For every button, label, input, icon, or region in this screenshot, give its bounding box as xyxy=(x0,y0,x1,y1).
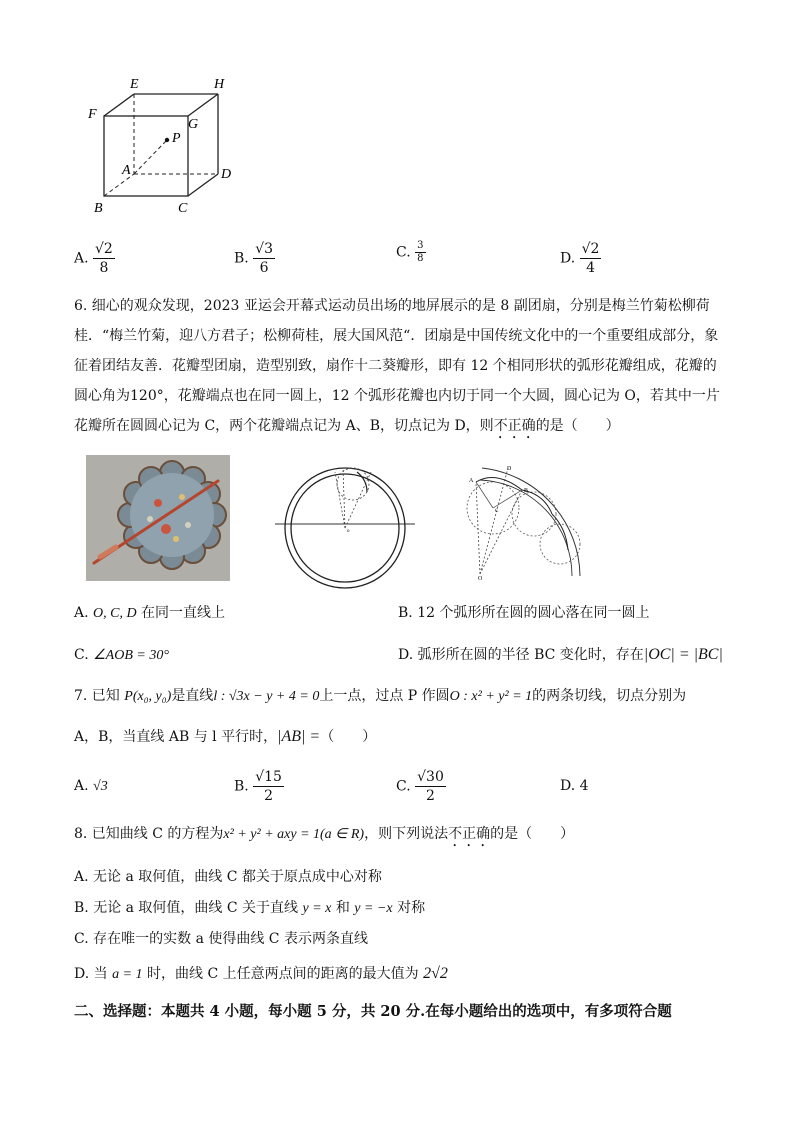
cube-label-d: D xyxy=(221,167,232,182)
fig3-label-b: B xyxy=(524,488,529,494)
q5-b-num: √3 xyxy=(255,241,274,257)
q7-option-a[interactable]: A. √3 xyxy=(74,778,108,794)
cube-label-h: H xyxy=(214,77,225,92)
cube-label-a: A xyxy=(122,163,131,178)
q5-option-b[interactable]: B. $\frac{√3}{6}$ xyxy=(234,241,274,276)
q5-c-num: 3 xyxy=(417,240,424,251)
q6-line-3: 征着团结友善．花瓣型团扇，造型别致，扇作十二葵瓣形，即有 12 个相同形状的弧形花瓣组成，花瓣的 xyxy=(74,358,717,374)
fig3-label-d: D xyxy=(507,466,512,472)
cube-label-p: P xyxy=(172,131,181,146)
q8-option-b[interactable]: B. 无论 a 取何值，曲线 C 关于直线 y = x 和 y = −x 对称 xyxy=(74,900,426,916)
q6-line-1: 6. 细心的观众发现，2023 亚运会开幕式运动员出场的地屏展示的是 8 副团扇，分别是梅兰竹菊松柳荷 xyxy=(74,298,710,314)
q5-a-num: √2 xyxy=(95,241,113,257)
fan-petal-diagram xyxy=(460,464,586,582)
cube-label-f: F xyxy=(88,107,97,122)
svg-text:o: o xyxy=(347,529,350,534)
q5-option-d[interactable]: D. $\frac{√2}{4}$ xyxy=(560,241,600,276)
q8-option-d[interactable]: D. 当 a = 1 时，曲线 C 上任意两点间的距离的最大值为 2√2 xyxy=(74,965,448,982)
q7-line-2: A，B，当直线 AB 与 l 平行时，|AB| =（ ） xyxy=(74,728,377,745)
q5-b-den: 6 xyxy=(259,260,269,276)
q7-option-b[interactable]: B. $\frac{√15}{2}$ xyxy=(234,769,282,804)
q6-option-b[interactable]: B. 12 个弧形所在圆的圆心落在同一圆上 xyxy=(398,605,650,621)
q6-option-d[interactable]: D. 弧形所在圆的半径 BC 变化时，存在|OC| = |BC| xyxy=(398,646,723,663)
cube-label-c: C xyxy=(178,201,188,216)
q5-d-den: 4 xyxy=(586,260,596,276)
q5-d-num: √2 xyxy=(581,241,600,257)
fan-circle-diagram xyxy=(275,462,415,590)
q6-line-5: 花瓣所在圆圆心记为 C，两个花瓣端点记为 A、B，切点记为 D，则不正确的是（ ） xyxy=(74,418,620,434)
q6-emphasis: 不正确 xyxy=(493,418,536,434)
cube-figure xyxy=(80,70,250,220)
fig3-label-o: O xyxy=(478,576,483,582)
q6-option-a[interactable]: A. O, C, D 在同一直线上 xyxy=(74,605,226,621)
q5-c-den: 8 xyxy=(417,253,424,264)
section-2-heading: 二、选择题：本题共 4 小题，每小题 5 分，共 20 分.在每小题给出的选项中，有多项符合题 xyxy=(74,1003,672,1020)
q7-option-d[interactable]: D. 4 xyxy=(560,778,589,794)
q6-line-4: 圆心角为120°，花瓣端点也在同一圆上，12 个弧形花瓣也内切于同一个大圆，圆心记为 O，若其中一片 xyxy=(74,388,720,404)
q6-line-2: 桂．“梅兰竹菊，迎八方君子；松柳荷桂，展大国风范“．团扇是中国传统文化中的一个重要组成部分，象 xyxy=(74,328,719,344)
q8-stem: 8. 已知曲线 C 的方程为x² + y² + axy = 1(a ∈ R)，则下列说法不正确的是（ ） xyxy=(74,826,575,842)
q8-emphasis: 不正确 xyxy=(448,826,491,842)
cube-label-e: E xyxy=(130,77,139,92)
q7-option-c[interactable]: C. $\frac{√30}{2}$ xyxy=(396,769,444,804)
q7-line-1: 7. 已知 P(x₀, y₀)是直线l : √3x − y + 4 = 0上一点，过点 P 作圆O : x² + y² = 1的两条切线，切点分别为 xyxy=(74,688,687,704)
q5-option-a[interactable]: A. $\frac{√2}{8}$ xyxy=(74,241,113,276)
fan-photo xyxy=(86,455,230,581)
q8-option-c[interactable]: C. 存在唯一的实数 a 使得曲线 C 表示两条直线 xyxy=(74,931,368,947)
q5-option-c[interactable]: C. $\frac{3}{8}$ xyxy=(396,240,424,264)
cube-label-g: G xyxy=(188,117,199,132)
q5-a-den: 8 xyxy=(99,260,109,276)
q6-option-c[interactable]: C. ∠AOB = 30° xyxy=(74,647,169,663)
fig3-label-a: A xyxy=(469,478,474,484)
cube-label-b: B xyxy=(94,201,103,216)
q8-option-a[interactable]: A. 无论 a 取何值，曲线 C 都关于原点成中心对称 xyxy=(74,869,382,885)
fig3-label-c: C xyxy=(495,509,499,514)
